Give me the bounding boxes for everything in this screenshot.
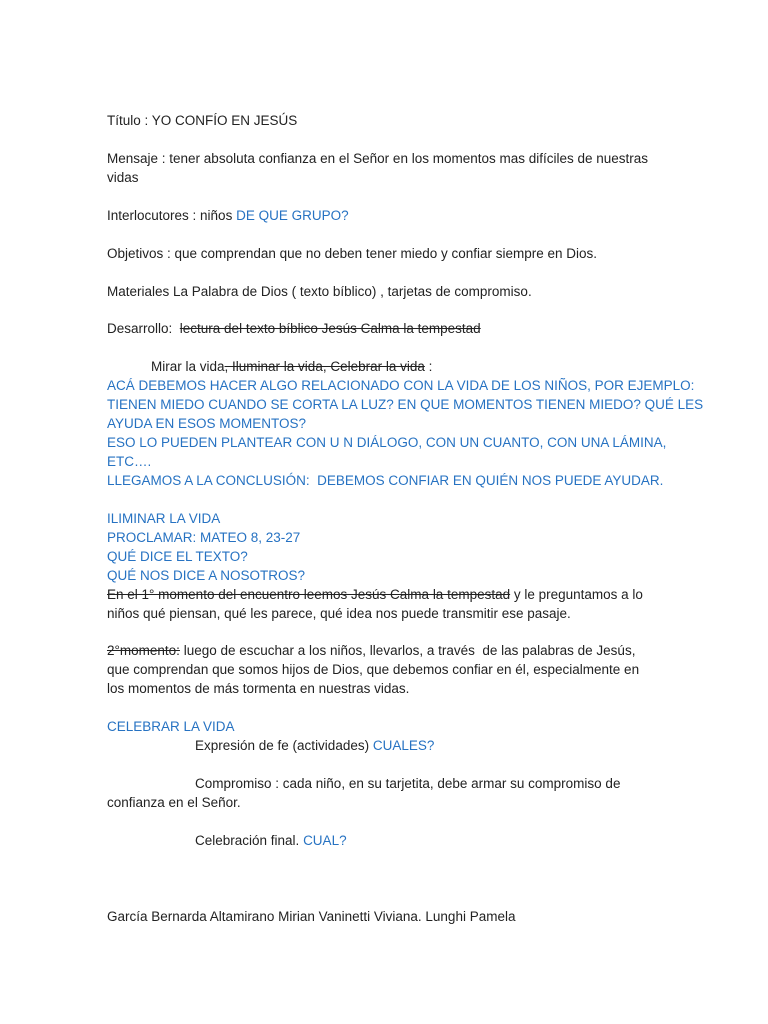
desarrollo-struck-text: lectura del texto bíblico Jesús Calma la tempestad: [179, 321, 481, 336]
mirar-text: Mirar la vida: [151, 359, 225, 374]
momento2-struck-text: 2°momento:: [107, 643, 180, 658]
autores-line: García Bernarda Altamirano Mirian Vaninetti Viviana. Lunghi Pamela: [107, 909, 516, 924]
mirar-end: :: [424, 359, 433, 374]
desarrollo-label: Desarrollo:: [107, 321, 180, 336]
aca-line-4: ESO LO PUEDEN PLANTEAR CON U N DIÁLOGO, CON UN CUANTO, CON UNA LÁMINA,: [107, 435, 667, 450]
mensaje-line-1: Mensaje : tener absoluta confianza en el Señor en los momentos mas difíciles de nuestras: [107, 151, 649, 166]
expresion-line: [195, 736, 434, 755]
desarrollo-line: [107, 319, 481, 338]
momento2-line-1: [107, 641, 635, 660]
expresion-note: CUALES?: [372, 738, 435, 753]
momento1-line-2: niños qué piensan, qué les parece, qué idea nos puede transmitir ese pasaje.: [107, 606, 571, 621]
momento1-struck-text: En el 1° momento del encuentro leemos Jesús Calma la tempestad: [107, 587, 511, 602]
compromiso-line-1: Compromiso : cada niño, en su tarjetita, debe armar su compromiso de: [195, 776, 621, 791]
que-nos-dice-line: QUÉ NOS DICE A NOSOTROS?: [107, 568, 306, 583]
momento2-line-2: que comprendan que somos hijos de Dios, que debemos confiar en él, especialmente en: [107, 662, 640, 677]
momento1-rest: y le preguntamos a lo: [510, 587, 643, 602]
interlocutores-line: [107, 206, 349, 225]
titulo-line: Título : YO CONFÍO EN JESÚS: [107, 113, 298, 128]
mensaje-line-2: vidas: [107, 170, 139, 185]
interlocutores-text: Interlocutores : niños: [107, 208, 237, 223]
compromiso-line-2: confianza en el Señor.: [107, 795, 241, 810]
iluminar-heading: ILIMINAR LA VIDA: [107, 511, 221, 526]
proclamar-line: PROCLAMAR: MATEO 8, 23-27: [107, 530, 301, 545]
celebracion-note: CUAL?: [303, 833, 347, 848]
objetivos-line: Objetivos : que comprendan que no deben tener miedo y confiar siempre en Dios.: [107, 246, 598, 261]
que-dice-line: QUÉ DICE EL TEXTO?: [107, 549, 248, 564]
aca-line-6: LLEGAMOS A LA CONCLUSIÓN: DEBEMOS CONFIAR EN QUIÉN NOS PUEDE AYUDAR.: [107, 473, 664, 488]
mirar-struck-text: , Iluminar la vida, Celebrar la vida: [224, 359, 425, 374]
aca-line-3: AYUDA EN ESOS MOMENTOS?: [107, 416, 307, 431]
celebracion-text: Celebración final.: [195, 833, 304, 848]
celebrar-heading: CELEBRAR LA VIDA: [107, 719, 235, 734]
momento2-line-3: los momentos de más tormenta en nuestras vidas.: [107, 681, 410, 696]
aca-line-1: ACÁ DEBEMOS HACER ALGO RELACIONADO CON LA VIDA DE LOS NIÑOS, POR EJEMPLO:: [107, 378, 695, 393]
materiales-line: Materiales La Palabra de Dios ( texto bíblico) , tarjetas de compromiso.: [107, 284, 532, 299]
momento2-rest: luego de escuchar a los niños, llevarlos, a través de las palabras de Jesús,: [179, 643, 636, 658]
aca-line-2: TIENEN MIEDO CUANDO SE CORTA LA LUZ? EN QUE MOMENTOS TIENEN MIEDO? QUÉ LES: [107, 397, 704, 412]
mirar-line: [151, 357, 432, 376]
interlocutores-note: DE QUE GRUPO?: [236, 208, 349, 223]
expresion-text: Expresión de fe (actividades): [195, 738, 373, 753]
celebracion-line: [195, 831, 347, 850]
momento1-line-1: [107, 585, 643, 604]
aca-line-5: ETC….: [107, 454, 152, 469]
